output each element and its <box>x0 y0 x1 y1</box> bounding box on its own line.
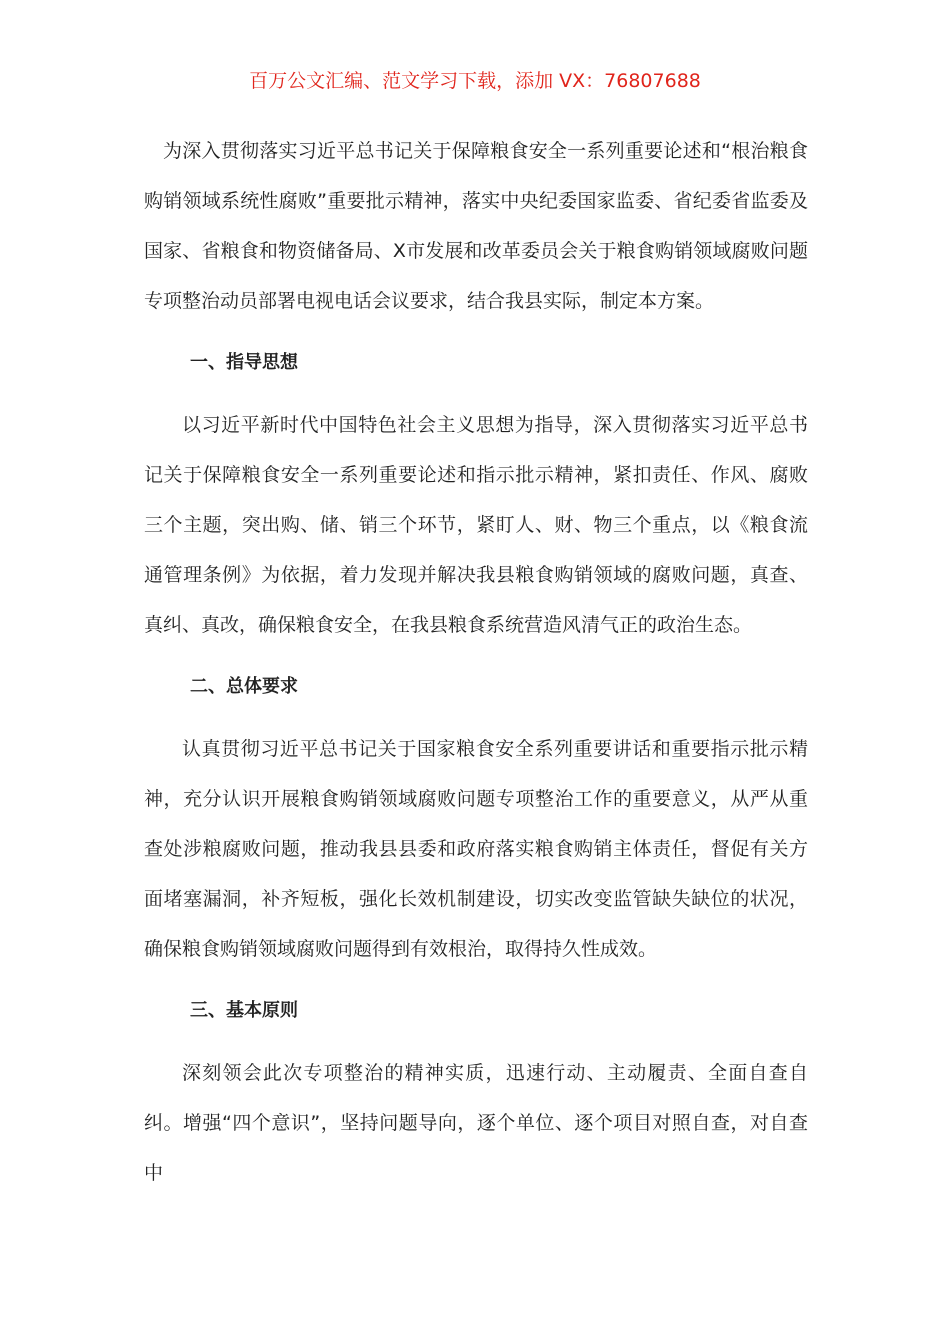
section-heading-general-requirements: 二、总体要求 <box>190 676 298 697</box>
section-heading-guiding-ideology: 一、指导思想 <box>190 352 298 373</box>
intro-paragraph: 为深入贯彻落实习近平总书记关于保障粮食安全一系列重要论述和“根治粮食购销领域系统性腐败”重要批示精神，落实中央纪委国家监委、省纪委省监委及国家、省粮食和物资储备局、X市发展和改革委员会关于粮食购销领域腐败问题专项整治动员部署电视电话会议要求，结合我县实际，制定本方案。 <box>144 140 808 312</box>
section-heading-basic-principles: 三、基本原则 <box>190 1000 298 1021</box>
document-body <box>144 126 808 1198</box>
section-paragraph-guiding-ideology: 以习近平新时代中国特色社会主义思想为指导，深入贯彻落实习近平总书记关于保障粮食安全一系列重要论述和指示批示精神，紧扣责任、作风、腐败三个主题，突出购、储、销三个环节，紧盯人、财、物三个重点，以《粮食流通管理条例》为依据，着力发现并解决我县粮食购销领域的腐败问题，真查、真纠、真改，确保粮食安全，在我县粮食系统营造风清气正的政治生态。 <box>144 414 808 636</box>
section-paragraph-general-requirements: 认真贯彻习近平总书记关于国家粮食安全系列重要讲话和重要指示批示精神，充分认识开展粮食购销领域腐败问题专项整治工作的重要意义，从严从重查处涉粮腐败问题，推动我县县委和政府落实粮食购销主体责任，督促有关方面堵塞漏洞，补齐短板，强化长效机制建设，切实改变监管缺失缺位的状况，确保粮食购销领域腐败问题得到有效根治，取得持久性成效。 <box>144 738 808 960</box>
header-banner: 百万公文汇编、范文学习下载，添加 VX：76807688 <box>249 70 701 92</box>
section-paragraph-basic-principles: 深刻领会此次专项整治的精神实质，迅速行动、主动履责、全面自查自纠。增强“四个意识”，坚持问题导向，逐个单位、逐个项目对照自查，对自查中 <box>144 1062 808 1184</box>
